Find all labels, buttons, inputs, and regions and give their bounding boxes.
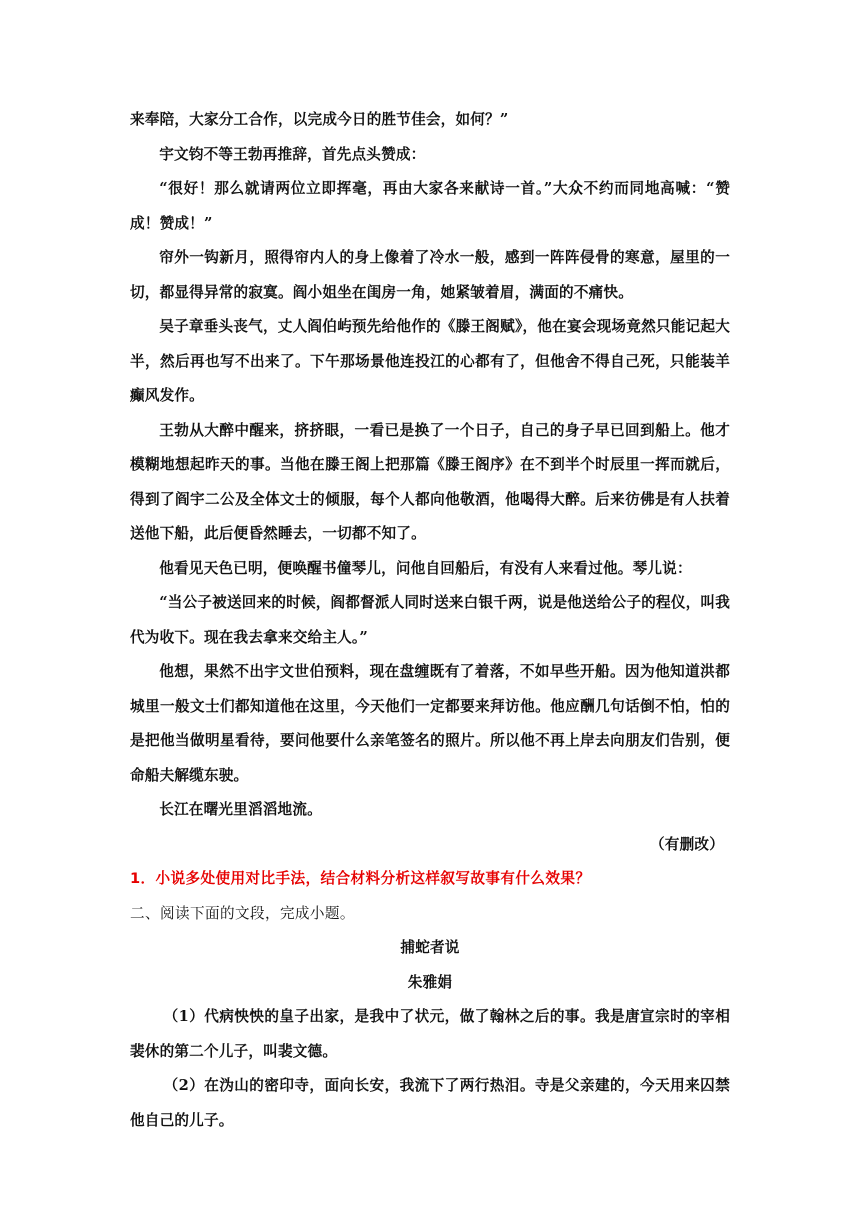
story-paragraph-6: 王勃从大醉中醒来，挤挤眼，一看已是换了一个日子，自己的身子早已回到船上。他才模糊地想起昨天的事。当他在滕王阁上把那篇《滕王阁序》在不到半个时辰里一挥而就后，得到了阎宇二公及全体文士的倾服，每个人都向他敬酒，他喝得大醉。后来彷佛是有人扶着送他下船，此后便昏然睡去，一切都不知了。 [130, 421, 730, 542]
document-body [130, 103, 730, 1138]
section-heading: 二、阅读下面的文段，完成小题。 [130, 904, 355, 922]
story-paragraph-9: 他想，果然不出宇文世伯预料，现在盘缠既有了着落，不如早些开船。因为他知道洪都城里一般文士们都知道他在这里，今天他们一定都要来拜访他。他应酬几句话倒不怕，怕的是把他当做明星看待，要问他要什么亲笔签名的照片。所以他不再上岸去向朋友们告别，便命船夫解缆东驶。 [130, 663, 730, 784]
story-paragraph-5: 吴子章垂头丧气，丈人阎伯屿预先给他作的《滕王阁赋》，他在宴会现场竟然只能记起大半，然后再也写不出来了。下午那场景他连投江的心都有了，但他舍不得自己死，只能装羊癫风发作。 [130, 318, 730, 404]
story-paragraph-7: 他看见天色已明，便唤醒书僮琴儿，问他自回船后，有没有人来看过他。琴儿说： [159, 559, 692, 577]
story-paragraph-4: 帘外一钩新月，照得帘内人的身上像着了冷水一般，感到一阵阵侵骨的寒意，屋里的一切，都显得异常的寂寞。阎小姐坐在闺房一角，她紧皱着眉，满面的不痛快。 [130, 249, 730, 301]
article-title: 捕蛇者说 [400, 939, 460, 956]
article-paragraph-1: （1）代病怏怏的皇子出家，是我中了状元，做了翰林之后的事。我是唐宣宗时的宰相裴休的第二个儿子，叫裴文德。 [130, 1008, 730, 1060]
story-paragraph-2: 宇文钧不等王勃再推辞，首先点头赞成： [159, 145, 426, 163]
article-author: 朱雅娟 [407, 973, 453, 991]
edit-note: （有删改） [650, 835, 724, 853]
story-paragraph-1: 来奉陪，大家分工合作，以完成今日的胜节佳会，如何？” [130, 111, 509, 128]
article-paragraph-2: （2）在沩山的密印寺，面向长安，我流下了两行热泪。寺是父亲建的，今天用来囚禁他自己的儿子。 [130, 1077, 730, 1129]
question-1: 1．小说多处使用对比手法，结合材料分析这样叙写故事有什么效果？ [130, 870, 591, 887]
story-paragraph-8: “当公子被送回来的时候，阎都督派人同时送来白银千两，说是他送给公子的程仪，叫我代为收下。现在我去拿来交给主人。” [130, 594, 730, 646]
story-paragraph-10: 长江在曙光里滔滔地流。 [159, 801, 322, 818]
story-paragraph-3: “很好！那么就请两位立即挥毫，再由大家各来献诗一首。”大众不约而同地高喊：“赞成！赞成！” [130, 180, 730, 232]
